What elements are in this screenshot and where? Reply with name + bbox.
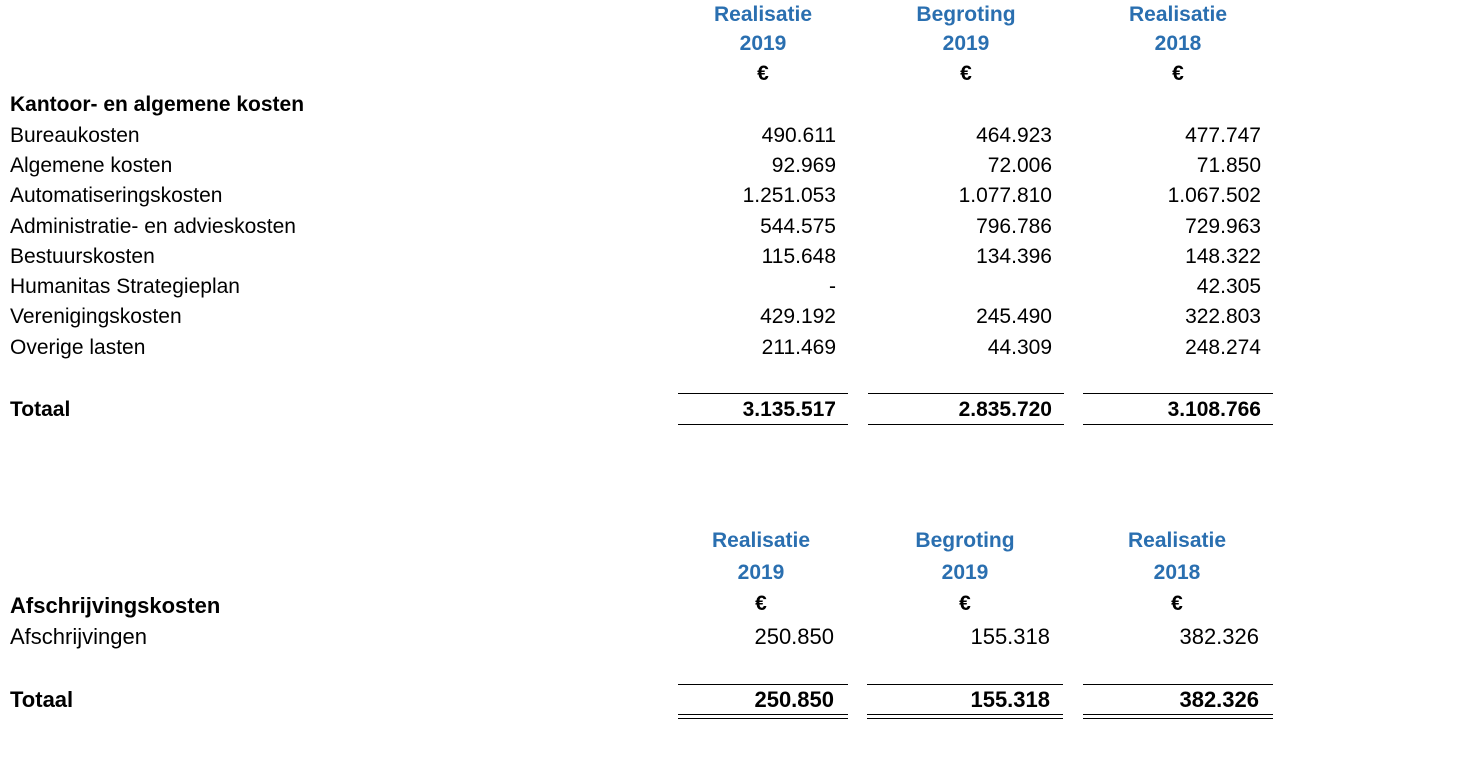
col-header-line2: 2019 bbox=[941, 561, 989, 584]
section-title: Kantoor- en algemene kosten bbox=[10, 93, 305, 116]
value-realisatie-2019: 211.469 bbox=[761, 336, 836, 359]
total-top-rule bbox=[868, 393, 1064, 394]
col-header-line2: 2018 bbox=[1154, 32, 1202, 55]
value-realisatie-2018: 1.067.502 bbox=[1167, 184, 1261, 207]
total-begroting-2019: 155.318 bbox=[970, 687, 1050, 712]
col-header-line1: Realisatie bbox=[1128, 3, 1228, 26]
total-label: Totaal bbox=[10, 398, 71, 421]
row-label: Afschrijvingen bbox=[10, 624, 147, 649]
col-header-line1: Begroting bbox=[915, 529, 1015, 552]
total-top-rule bbox=[678, 393, 848, 394]
col-header-line1: Realisatie bbox=[711, 529, 811, 552]
value-begroting-2019: 1.077.810 bbox=[958, 184, 1052, 207]
value-realisatie-2019: 490.611 bbox=[761, 124, 836, 147]
total-double-rule bbox=[1083, 714, 1273, 719]
value-begroting-2019: 134.396 bbox=[976, 245, 1052, 268]
col-header-line2: 2018 bbox=[1153, 561, 1201, 584]
col-header-line1: Begroting bbox=[916, 3, 1016, 26]
value-begroting-2019: 155.318 bbox=[970, 624, 1050, 649]
total-realisatie-2019: 3.135.517 bbox=[742, 398, 836, 421]
total-top-rule bbox=[867, 684, 1063, 685]
total-realisatie-2018: 382.326 bbox=[1179, 687, 1259, 712]
row-label: Overige lasten bbox=[10, 336, 146, 359]
total-double-rule bbox=[867, 714, 1063, 719]
value-realisatie-2018: 382.326 bbox=[1179, 624, 1259, 649]
value-realisatie-2019: 429.192 bbox=[760, 305, 836, 328]
value-realisatie-2019: 92.969 bbox=[771, 154, 836, 177]
value-realisatie-2019: - bbox=[829, 275, 836, 298]
row-label: Verenigingskosten bbox=[10, 305, 182, 328]
value-begroting-2019: 796.786 bbox=[976, 215, 1052, 238]
total-top-rule bbox=[1083, 393, 1273, 394]
value-realisatie-2018: 729.963 bbox=[1185, 215, 1261, 238]
value-begroting-2019: 72.006 bbox=[987, 154, 1052, 177]
col-header-currency: € bbox=[755, 592, 767, 615]
value-realisatie-2019: 250.850 bbox=[754, 624, 834, 649]
total-bottom-rule bbox=[868, 424, 1064, 425]
total-bottom-rule bbox=[678, 424, 848, 425]
col-header-line1: Realisatie bbox=[1127, 529, 1227, 552]
section-title: Afschrijvingskosten bbox=[10, 593, 221, 618]
row-label: Automatiseringskosten bbox=[10, 184, 223, 207]
row-label: Bestuurskosten bbox=[10, 245, 155, 268]
value-realisatie-2018: 322.803 bbox=[1185, 305, 1261, 328]
col-header-line2: 2019 bbox=[737, 561, 785, 584]
value-realisatie-2018: 248.274 bbox=[1185, 336, 1261, 359]
col-header-currency: € bbox=[757, 62, 769, 85]
value-begroting-2019: 245.490 bbox=[976, 305, 1052, 328]
value-realisatie-2018: 42.305 bbox=[1196, 275, 1261, 298]
value-begroting-2019: 44.309 bbox=[987, 336, 1052, 359]
value-realisatie-2019: 544.575 bbox=[760, 215, 836, 238]
col-header-currency: € bbox=[1172, 62, 1184, 85]
col-header-currency: € bbox=[960, 62, 972, 85]
col-header-line1: Realisatie bbox=[713, 3, 813, 26]
col-header-currency: € bbox=[1171, 592, 1183, 615]
total-begroting-2019: 2.835.720 bbox=[958, 398, 1052, 421]
value-realisatie-2019: 1.251.053 bbox=[742, 184, 836, 207]
value-realisatie-2018: 148.322 bbox=[1185, 245, 1261, 268]
value-realisatie-2018: 477.747 bbox=[1185, 124, 1261, 147]
value-realisatie-2019: 115.648 bbox=[761, 245, 836, 268]
row-label: Algemene kosten bbox=[10, 154, 173, 177]
row-label: Humanitas Strategieplan bbox=[10, 275, 240, 298]
total-label: Totaal bbox=[10, 687, 74, 712]
value-realisatie-2018: 71.850 bbox=[1196, 154, 1261, 177]
value-begroting-2019: 464.923 bbox=[976, 124, 1052, 147]
total-realisatie-2019: 250.850 bbox=[754, 687, 834, 712]
total-top-rule bbox=[1083, 684, 1273, 685]
total-bottom-rule bbox=[1083, 424, 1273, 425]
row-label: Bureaukosten bbox=[10, 124, 140, 147]
total-realisatie-2018: 3.108.766 bbox=[1167, 398, 1261, 421]
col-header-currency: € bbox=[959, 592, 971, 615]
col-header-line2: 2019 bbox=[942, 32, 990, 55]
col-header-line2: 2019 bbox=[739, 32, 787, 55]
total-top-rule bbox=[678, 684, 848, 685]
row-label: Administratie- en advieskosten bbox=[10, 215, 296, 238]
total-double-rule bbox=[678, 714, 848, 719]
